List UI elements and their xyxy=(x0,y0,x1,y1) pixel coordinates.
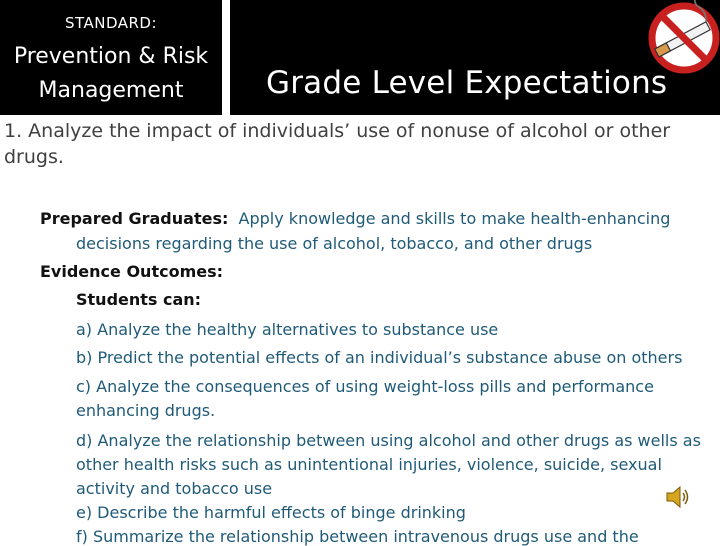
prepared-graduates-text: Apply knowledge and skills to make health-enhancing xyxy=(238,209,671,228)
outcome-f: f) Summarize the relationship between intravenous drugs use and the xyxy=(76,527,639,546)
prepared-graduates-line xyxy=(40,209,670,228)
outcome-d-cont2: activity and tobacco use xyxy=(76,479,273,498)
page-title: Grade Level Expectations xyxy=(266,65,668,101)
standard-box xyxy=(0,0,222,115)
standard-title-line1: Prevention & Risk xyxy=(13,44,209,69)
prepared-graduates-text-cont: decisions regarding the use of alcohol, tobacco, and other drugs xyxy=(76,234,593,253)
outcome-b: b) Predict the potential effects of an individual’s substance abuse on others xyxy=(76,348,683,367)
students-can-label: Students can: xyxy=(76,290,202,309)
outcome-e: e) Describe the harmful effects of binge drinking xyxy=(76,503,466,522)
header-divider xyxy=(222,0,230,115)
outcome-d-cont1: other health risks such as unintentional injuries, violence, suicide, sexual xyxy=(76,455,662,474)
no-smoking-icon xyxy=(647,0,720,78)
evidence-outcomes-label: Evidence Outcomes: xyxy=(40,262,224,281)
outcome-a: a) Analyze the healthy alternatives to substance use xyxy=(76,320,499,339)
prepared-graduates-label: Prepared Graduates xyxy=(40,209,222,228)
outcome-c: c) Analyze the consequences of using weight-loss pills and performance xyxy=(76,377,654,396)
objective-line1: 1. Analyze the impact of individuals’ use of nonuse of alcohol or other xyxy=(4,120,671,142)
outcome-d: d) Analyze the relationship between using alcohol and other drugs as wells as xyxy=(76,431,701,450)
objective-line2: drugs. xyxy=(4,146,64,168)
speaker-icon[interactable] xyxy=(664,484,690,510)
standard-title-line2: Management xyxy=(38,78,184,103)
standard-label: STANDARD: xyxy=(64,14,158,32)
standard-title xyxy=(0,40,222,108)
outcome-c-cont: enhancing drugs. xyxy=(76,401,216,420)
objective xyxy=(4,118,716,170)
prepared-graduates-colon: : xyxy=(221,209,229,228)
